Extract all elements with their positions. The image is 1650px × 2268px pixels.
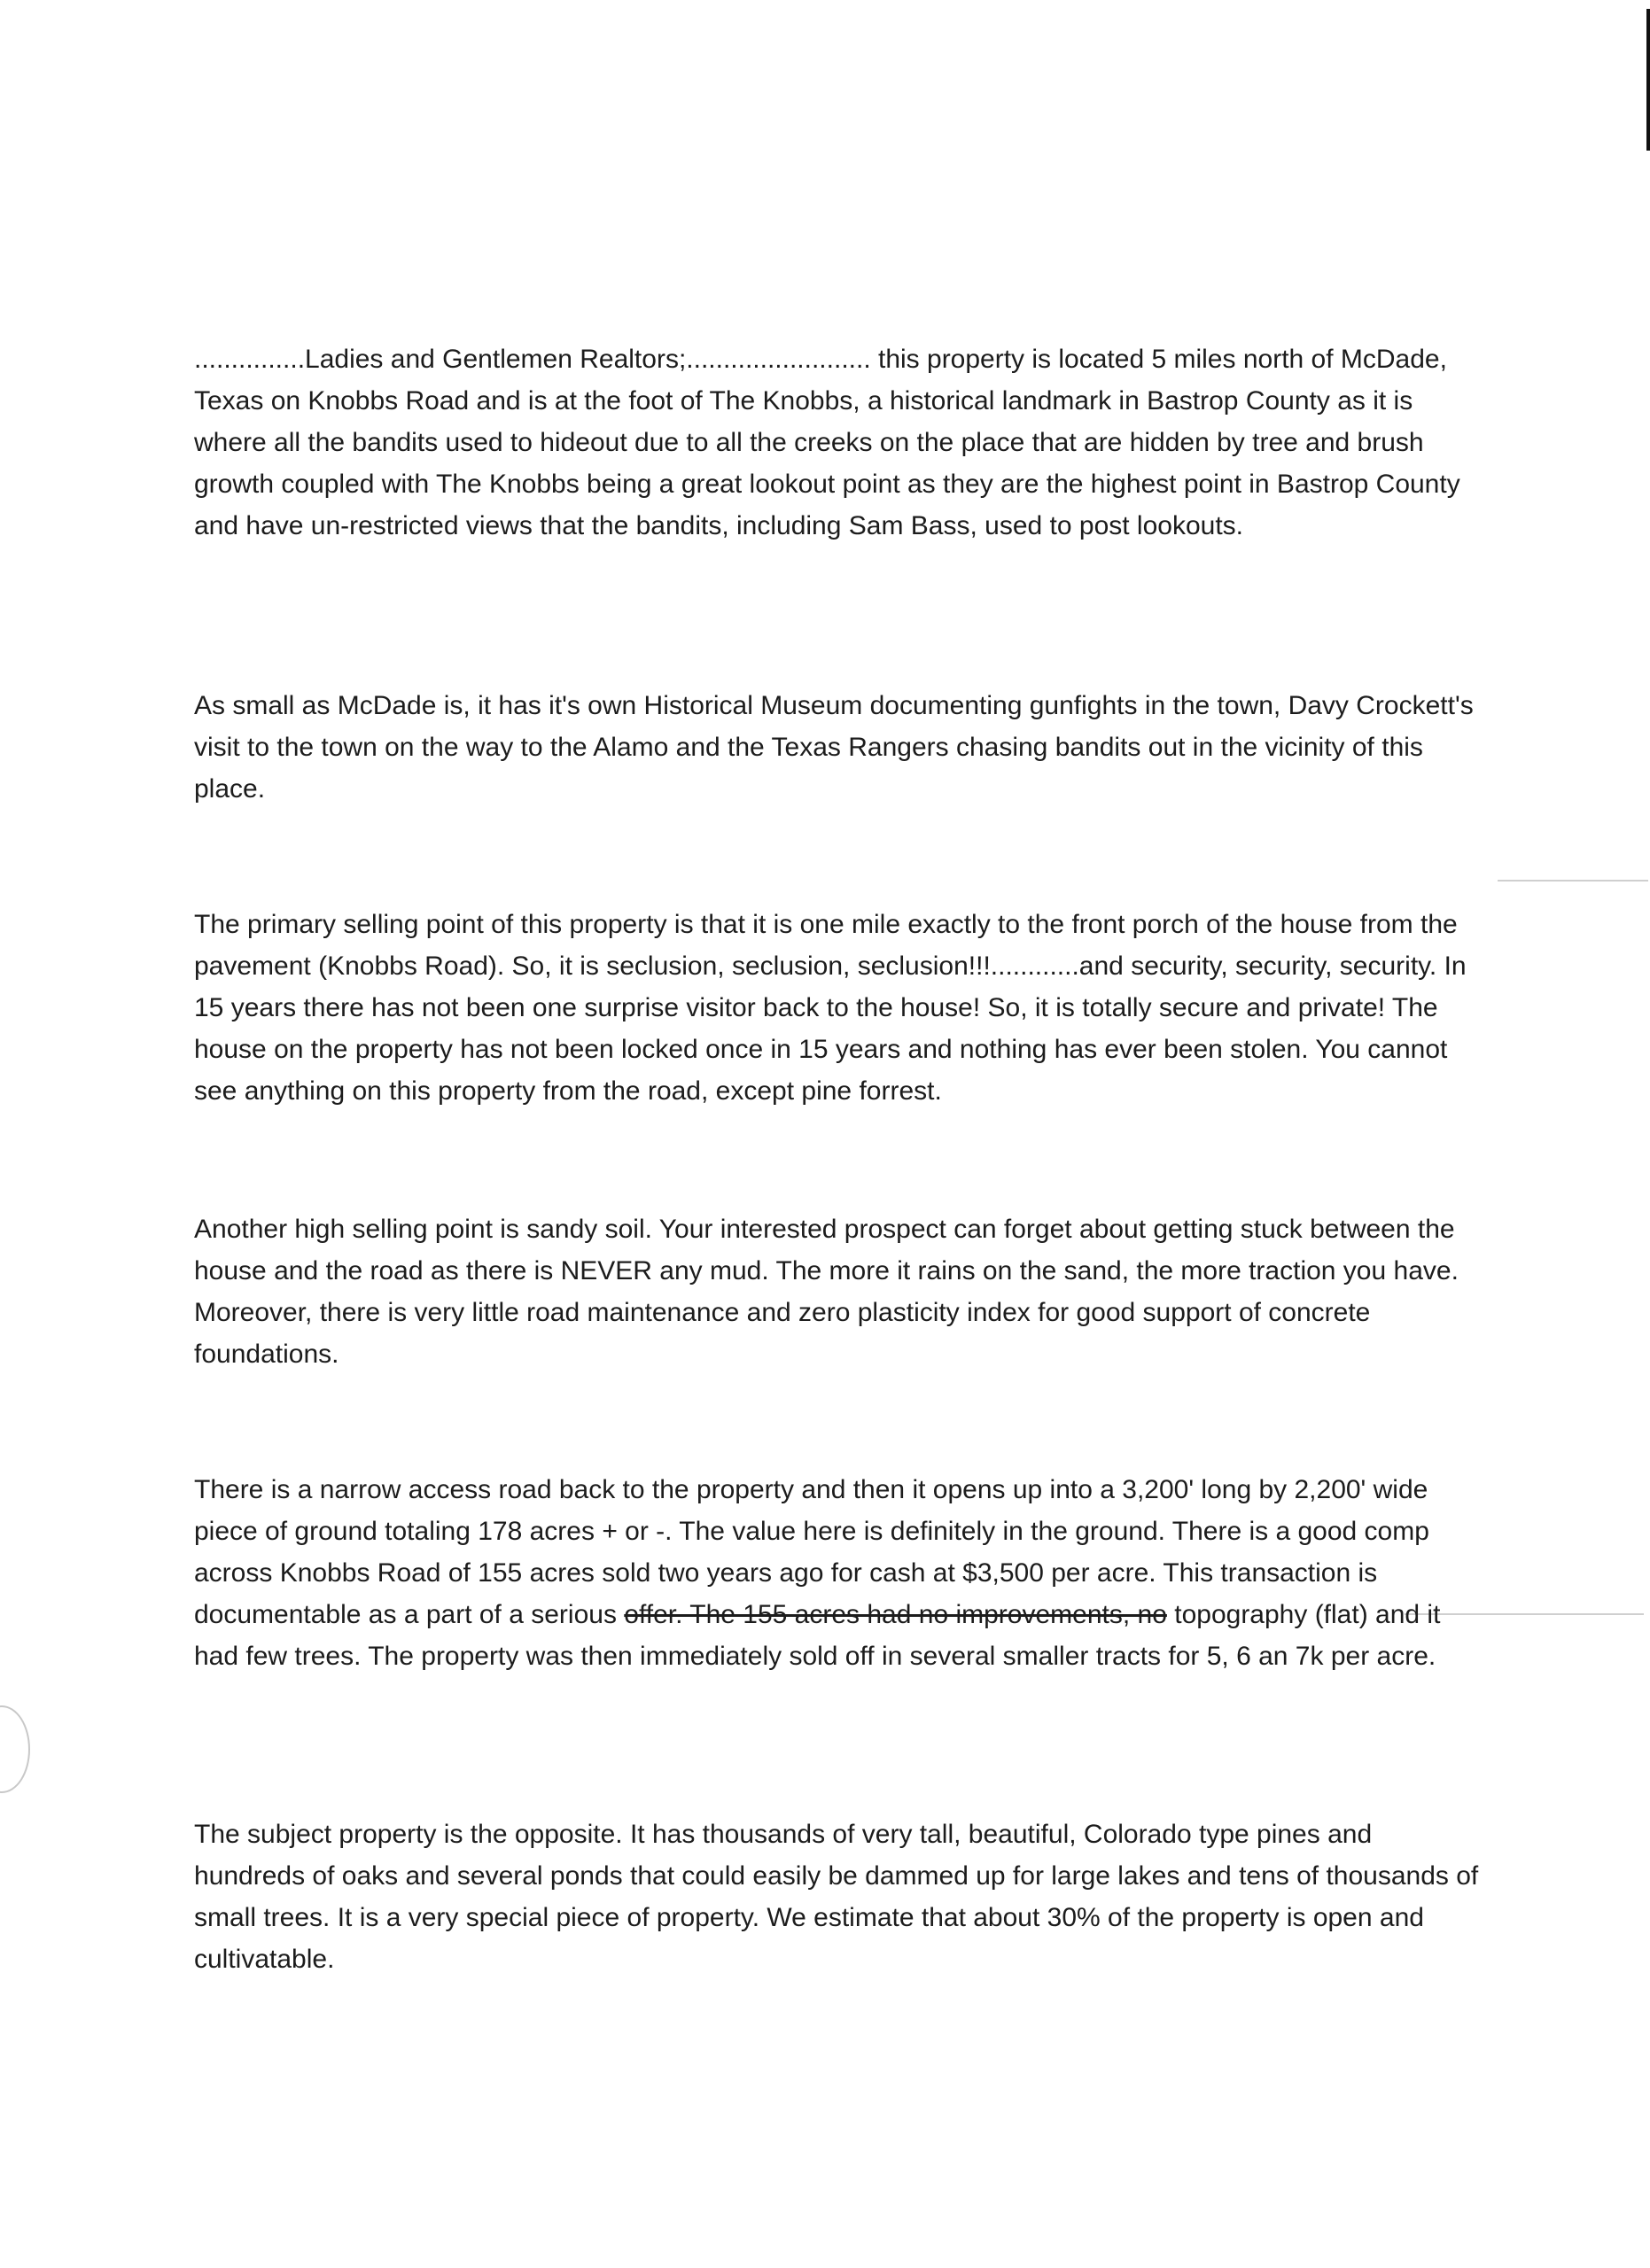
paragraph-museum: As small as McDade is, it has it's own Historical Museum documenting gunfights in the town, Davy Crockett's visit to the town on the way to the Alamo and the Texas Rangers chasing bandits out in the vicinity of this place. [194, 691, 1474, 804]
scan-artifact-line [1498, 880, 1648, 882]
paragraph-comp-text-before: There is a narrow access road back to the property and then it opens up into a 3,200' long by 2,200' wide piece of ground totaling 178 acres + or -. The value here is definitely in the ground. There is a good comp across Knobbs Road of 155 acres sold two years ago for cash at $3,500 per acre. This transaction is documentable as a part of a serious [194, 1475, 1429, 1629]
paragraph-comp-struck-text: offer. The 155 acres had no improvements, no [624, 1600, 1167, 1629]
scan-edge-mark [1646, 9, 1650, 151]
paragraph-subject: The subject property is the opposite. It has thousands of very tall, beautiful, Colorado type pines and hundreds of oaks and several ponds that could easily be dammed up for large lakes and tens of thousands of small trees. It is a very special piece of property. We estimate that about 30% of the property is open and cultivatable. [194, 1820, 1479, 1974]
scan-margin-curve [0, 1705, 30, 1793]
paragraph-comp [194, 1469, 1479, 1677]
paragraph-intro: ...............Ladies and Gentlemen Realtors;......................... this property is located 5 miles north of McDade, Texas on Knobbs Road and is at the foot of The Knobbs, a historical landmark in Bastrop County as it is where all the bandits used to hideout due to all the creeks on the place that are hidden by tree and brush growth coupled with The Knobbs being a great lookout point as they are the highest point in Bastrop County and have un-restricted views that the bandits, including Sam Bass, used to post lookouts. [194, 345, 1460, 540]
paragraph-soil: Another high selling point is sandy soil. Your interested prospect can forget about getting stuck between the house and the road as there is NEVER any mud. The more it rains on the sand, the more traction you have. Moreover, there is very little road maintenance and zero plasticity index for good support of concrete foundations. [194, 1215, 1459, 1369]
paragraph-seclusion: The primary selling point of this property is that it is one mile exactly to the front porch of the house from the pavement (Knobbs Road). So, it is seclusion, seclusion, seclusion!!!............and security, security, security. In 15 years there has not been one surprise visitor back to the house! So, it is totally secure and private! The house on the property has not been locked once in 15 years and nothing has ever been stolen. You cannot see anything on this property from the road, except pine forrest. [194, 910, 1467, 1106]
paragraph-comp-text-after: topography (flat) and it had few trees. The property was then immediately sold off in several smaller tracts for 5, 6 an 7k per acre. [194, 1600, 1441, 1671]
